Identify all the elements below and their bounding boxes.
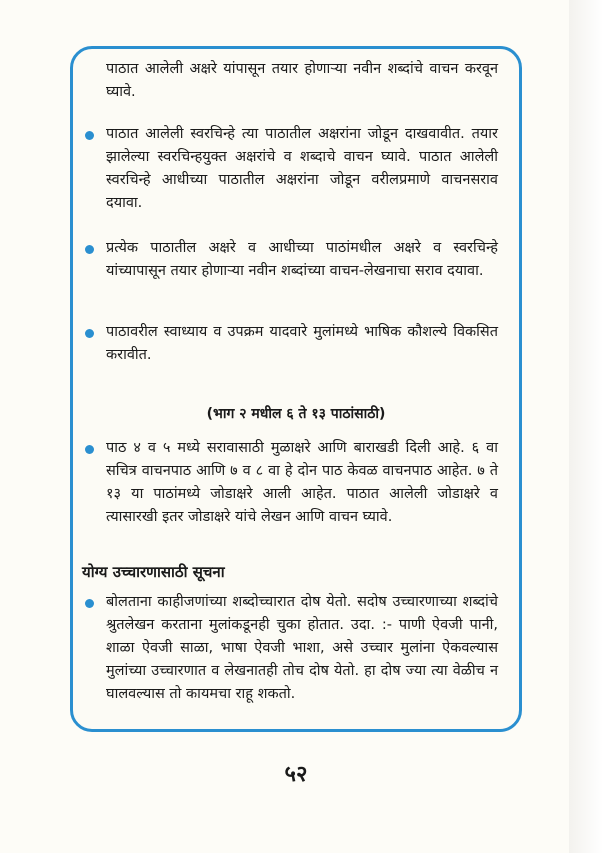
- page-edge-shadow: [569, 0, 603, 853]
- page-number: ५२: [284, 762, 308, 787]
- pronunciation-bullet-text: बोलताना काहीजणांच्या शब्दोच्चारात दोष येतो. सदोष उच्चारणाच्या शब्दांचे श्रुतलेखन करताना मुलांकडूनही चुका होतात. उदा. :- पाणी ऐवजी पानी, शाळा ऐवजी साळा, भाषा ऐवजी भाशा, असे उच्चार मुलांना ऐकवल्यास मुलांच्या उच्चारणात व लेखनातही तोच दोष येतो. हा दोष ज्या त्या वेळीच न घालवल्यास तो कायमचा राहू शकतो.: [106, 594, 498, 702]
- bullet-text-1: पाठात आलेली स्वरचिन्हे त्या पाठातील अक्षरांना जोडून दाखवावीत. तयार झालेल्या स्वरचिन्हयुक्त अक्षरांचे व शब्दाचे वाचन घ्यावे. पाठात आलेली स्वरचिन्हे आधीच्या पाठातील अक्षरांना जोडून वरीलप्रमाणे वाचनसराव दयावा.: [106, 126, 498, 211]
- section-bullet-text: पाठ ४ व ५ मध्ये सरावासाठी मुळाक्षरे आणि बाराखडी दिली आहे. ६ वा सचित्र वाचनपाठ आणि ७ व ८ वा हे दोन पाठ केवळ वाचनपाठ आहेत. ७ ते १३ या पाठांमध्ये जोडाक्षरे आली आहेत. पाठात आलेली जोडाक्षरे व त्यासारखी इतर जोडाक्षरे यांचे लेखन आणि वाचन घ्यावे.: [106, 440, 498, 525]
- pronunciation-heading: योग्य उच्चारणासाठी सूचना: [82, 563, 225, 581]
- bullet-text-2: प्रत्येक पाठातील अक्षरे व आधीच्या पाठांमधील अक्षरे व स्वरचिन्हे यांच्यापासून तयार होणाऱ्या नवीन शब्दांच्या वाचन-लेखनाचा सराव दयावा.: [106, 240, 498, 279]
- bullet-dot-1: [85, 131, 94, 140]
- bullet-dot-4: [85, 445, 94, 454]
- intro-paragraph: पाठात आलेली अक्षरे यांपासून तयार होणाऱ्या नवीन शब्दांचे वाचन करवून घ्यावे.: [106, 61, 498, 100]
- bullet-text-3: पाठावरील स्वाध्याय व उपक्रम यादवारे मुलांमध्ये भाषिक कौशल्ये विकसित करावीत.: [106, 324, 498, 363]
- bullet-dot-3: [85, 329, 94, 338]
- bullet-dot-5: [85, 599, 94, 608]
- section-heading: (भाग २ मधील ६ ते १३ पाठांसाठी): [206, 406, 386, 422]
- bullet-dot-2: [85, 245, 94, 254]
